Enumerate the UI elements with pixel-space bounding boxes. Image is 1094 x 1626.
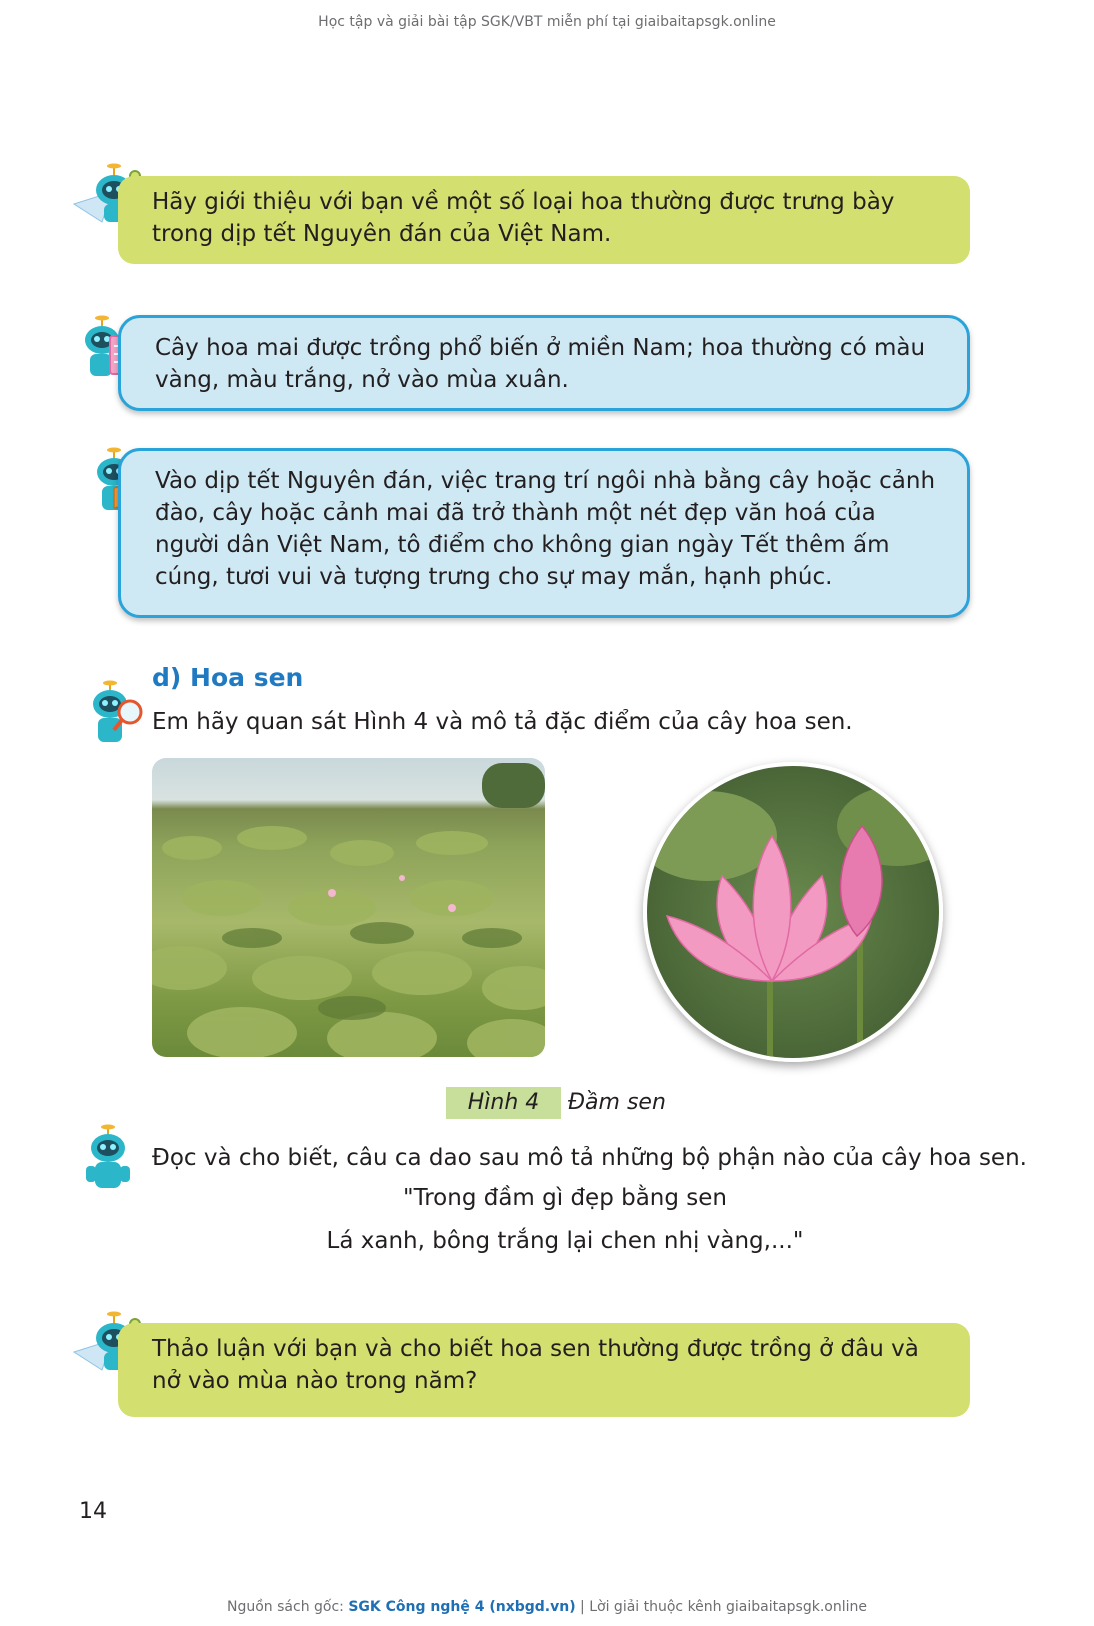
info-box-hoa-mai xyxy=(118,315,970,411)
section-title: d) Hoa sen xyxy=(152,663,304,692)
lotus-flower-photo xyxy=(643,762,943,1062)
info-box-tet-decoration xyxy=(118,448,970,618)
info-text: Cây hoa mai được trồng phổ biến ở miền Nam; hoa thường có màu vàng, màu trắng, nở vào mùa xuân. xyxy=(155,335,926,393)
poem-line-2: Lá xanh, bông trắng lại chen nhị vàng,..." xyxy=(326,1228,804,1254)
discussion-box-flowers-tet xyxy=(118,176,970,264)
page-number: 14 xyxy=(79,1499,107,1524)
reading-prompt: Đọc và cho biết, câu ca dao sau mô tả những bộ phận nào của cây hoa sen. xyxy=(152,1145,1027,1171)
page-footer xyxy=(0,1599,1094,1615)
footer-source-link[interactable]: SGK Công nghệ 4 (nxbgd.vn) xyxy=(348,1599,576,1615)
page-header: Học tập và giải bài tập SGK/VBT miễn phí tại giaibaitapsgk.online xyxy=(318,14,776,30)
info-text: Vào dịp tết Nguyên đán, việc trang trí ngôi nhà bằng cây hoặc cảnh đào, cây hoặc cảnh mai đã trở thành một nét đẹp văn hoá của người dân Việt Nam, tô điểm cho không gian ngày Tết thêm ấm cúng, tươi vui và tượng trưng cho sự may mắn, hạnh phúc. xyxy=(155,468,936,590)
poem-line-1: "Trong đầm gì đẹp bằng sen xyxy=(402,1185,728,1211)
figure-caption: Đầm sen xyxy=(568,1090,666,1115)
figure-label: Hình 4 xyxy=(446,1087,561,1119)
lotus-pond-photo xyxy=(152,758,545,1057)
footer-prefix: Nguồn sách gốc: xyxy=(227,1599,349,1615)
footer-suffix: | Lời giải thuộc kênh giaibaitapsgk.online xyxy=(575,1599,867,1615)
observe-instruction: Em hãy quan sát Hình 4 và mô tả đặc điểm của cây hoa sen. xyxy=(152,709,853,735)
robot-magnifier-icon xyxy=(82,680,152,760)
discussion-box-lotus xyxy=(118,1323,970,1417)
discussion-text: Thảo luận với bạn và cho biết hoa sen thường được trồng ở đâu và nở vào mùa nào trong năm? xyxy=(152,1336,919,1394)
discussion-text: Hãy giới thiệu với bạn về một số loại hoa thường được trưng bày trong dịp tết Nguyên đán của Việt Nam. xyxy=(152,189,895,247)
